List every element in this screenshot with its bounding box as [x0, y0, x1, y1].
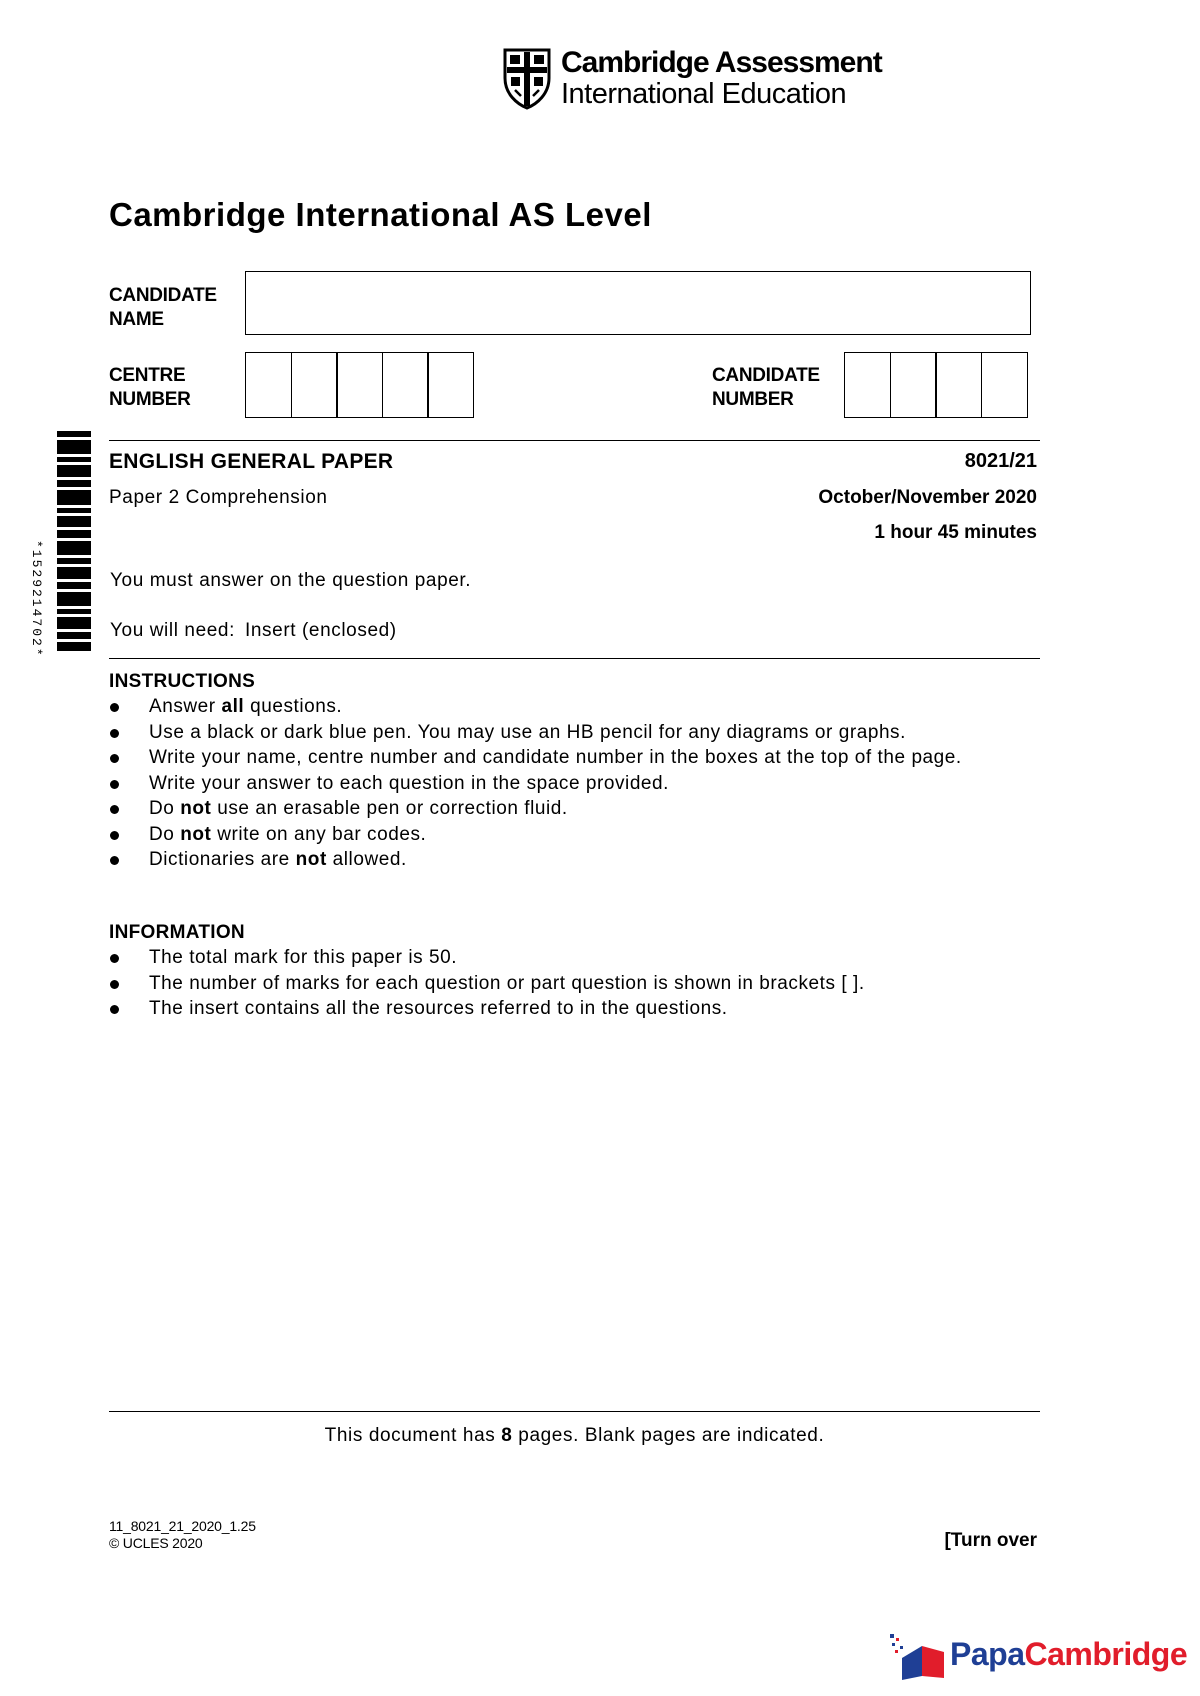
candidate-number-boxes: [844, 352, 1028, 418]
centre-number-label-line2: NUMBER: [109, 389, 191, 410]
instructions-list: [109, 694, 962, 873]
list-item: Write your name, centre number and candidate number in the boxes at the top of the page.: [109, 745, 962, 771]
paper-code: 8021/21: [964, 450, 1037, 472]
list-item: The insert contains all the resources referred to in the questions.: [109, 996, 865, 1022]
papacambridge-icon: [888, 1632, 948, 1682]
list-item: Dictionaries are not allowed.: [109, 847, 962, 873]
need-item: Insert (enclosed): [245, 620, 397, 641]
list-item: The number of marks for each question or part question is shown in brackets [ ].: [109, 971, 865, 997]
list-item: Use a black or dark blue pen. You may use an HB pencil for any diagrams or graphs.: [109, 720, 962, 746]
candidate-name-label-line1: CANDIDATE: [109, 285, 217, 306]
candidate-digit-box[interactable]: [890, 352, 937, 418]
divider-middle: [109, 658, 1040, 659]
exam-session: October/November 2020: [818, 487, 1037, 508]
papacambridge-logo: [888, 1632, 1188, 1682]
candidate-number-label-line2: NUMBER: [712, 389, 794, 410]
subject-title: ENGLISH GENERAL PAPER: [109, 450, 394, 473]
document-reference: 11_8021_21_2020_1.25: [109, 1518, 256, 1534]
candidate-digit-box[interactable]: [844, 352, 891, 418]
instructions-heading: INSTRUCTIONS: [109, 671, 256, 692]
centre-digit-box[interactable]: [291, 352, 338, 418]
exam-duration: 1 hour 45 minutes: [874, 522, 1037, 543]
list-item: Write your answer to each question in the space provided.: [109, 771, 962, 797]
candidate-number-label: [712, 364, 820, 412]
information-list: [109, 945, 865, 1022]
candidate-digit-box[interactable]: [935, 352, 982, 418]
candidate-number-label-line1: CANDIDATE: [712, 365, 820, 386]
barcode-number: *1529214702*: [29, 540, 44, 658]
logo-line-2: International Education: [561, 78, 847, 110]
divider-top: [109, 440, 1040, 441]
cambridge-logo: [503, 46, 882, 114]
divider-bottom: [109, 1411, 1040, 1412]
centre-digit-box[interactable]: [427, 352, 474, 418]
list-item: Answer all questions.: [109, 694, 962, 720]
page-count-post: pages. Blank pages are indicated.: [512, 1425, 825, 1446]
shield-icon: [503, 48, 551, 110]
papacambridge-text-cambridge: Cambridge: [1024, 1636, 1188, 1672]
paper-name: Paper 2 Comprehension: [109, 487, 328, 508]
information-heading: INFORMATION: [109, 922, 245, 943]
barcode: [57, 431, 91, 651]
page-count-number: 8: [501, 1425, 513, 1446]
centre-number-boxes: [245, 352, 474, 418]
page-count-pre: This document has: [324, 1425, 502, 1446]
qualification-title: Cambridge International AS Level: [109, 196, 652, 233]
papacambridge-text: [950, 1636, 1187, 1673]
list-item: Do not use an erasable pen or correction fluid.: [109, 796, 962, 822]
candidate-digit-box[interactable]: [981, 352, 1028, 418]
papacambridge-text-papa: Papa: [950, 1636, 1025, 1672]
turn-over: [Turn over: [944, 1530, 1037, 1551]
list-item: Do not write on any bar codes.: [109, 822, 962, 848]
centre-digit-box[interactable]: [245, 352, 292, 418]
candidate-name-label: [109, 284, 217, 332]
answer-note: You must answer on the question paper.: [110, 570, 472, 591]
centre-number-label: [109, 364, 191, 412]
centre-digit-box[interactable]: [382, 352, 429, 418]
copyright: © UCLES 2020: [109, 1535, 203, 1551]
list-item: The total mark for this paper is 50.: [109, 945, 865, 971]
page-count-note: [109, 1425, 1040, 1447]
need-label: You will need:: [110, 620, 235, 641]
centre-digit-box[interactable]: [336, 352, 383, 418]
candidate-name-box[interactable]: [245, 271, 1031, 335]
candidate-name-label-line2: NAME: [109, 309, 164, 330]
centre-number-label-line1: CENTRE: [109, 365, 186, 386]
logo-line-1: Cambridge Assessment: [561, 46, 882, 79]
